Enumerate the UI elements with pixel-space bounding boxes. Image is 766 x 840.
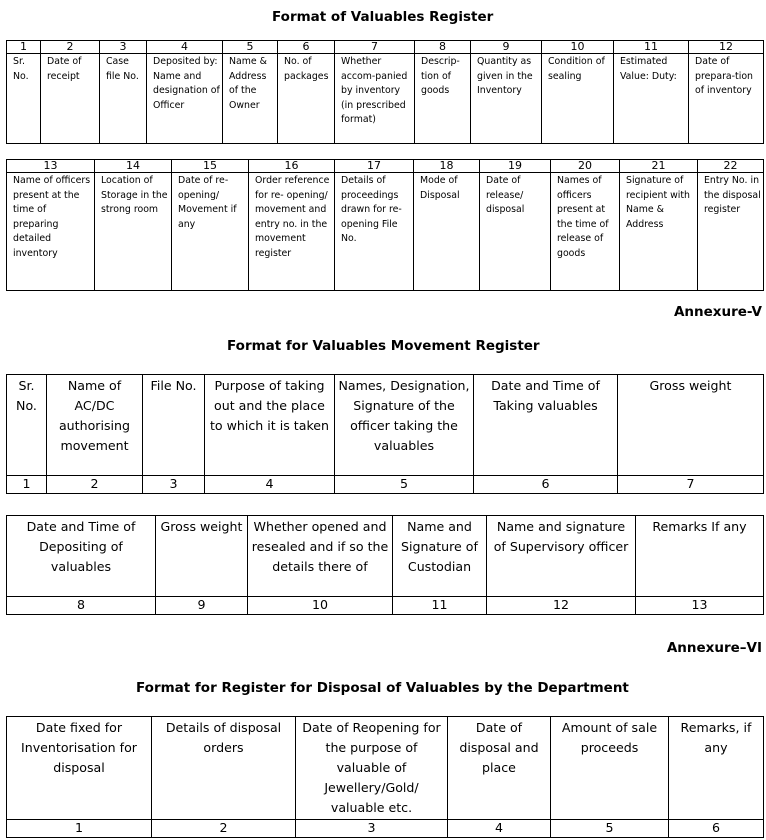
column-number: 21 — [620, 160, 698, 173]
column-header: Date and Time of Taking valuables — [474, 375, 618, 476]
column-number: 5 — [551, 820, 669, 838]
column-number: 9 — [156, 597, 248, 615]
column-number: 11 — [393, 597, 487, 615]
column-number: 1 — [7, 820, 152, 838]
column-header: Location of Storage in the strong room — [95, 173, 172, 291]
annexure-vi-label: Annexure–VI — [666, 640, 762, 656]
column-header: File No. — [143, 375, 205, 476]
column-number: 12 — [487, 597, 636, 615]
column-header: Signature of recipient with Name & Address — [620, 173, 698, 291]
column-number: 4 — [147, 41, 223, 54]
column-header: Name & Address of the Owner — [223, 54, 278, 144]
column-header: Sr. No. — [7, 54, 41, 144]
column-number: 13 — [636, 597, 764, 615]
column-number: 1 — [7, 476, 47, 494]
column-header: Deposited by: Name and designation of Officer — [147, 54, 223, 144]
column-number: 10 — [248, 597, 393, 615]
column-header: Mode of Disposal — [414, 173, 480, 291]
column-header: Date of re-opening/ Movement if any — [172, 173, 249, 291]
column-number: 2 — [47, 476, 143, 494]
column-header: Name of AC/DC authorising movement — [47, 375, 143, 476]
column-number: 10 — [542, 41, 614, 54]
column-header: Details of proceedings drawn for re-opening File No. — [335, 173, 414, 291]
column-number: 5 — [335, 476, 474, 494]
column-header: Purpose of taking out and the place to which it is taken — [205, 375, 335, 476]
column-header: Whether opened and resealed and if so the details there of — [248, 516, 393, 597]
column-header: Amount of sale proceeds — [551, 717, 669, 820]
column-header: Date of prepara-tion of inventory — [689, 54, 764, 144]
column-number: 13 — [7, 160, 95, 173]
column-number: 4 — [448, 820, 551, 838]
column-header: Date of release/ disposal — [480, 173, 551, 291]
column-number: 5 — [223, 41, 278, 54]
column-header: Order reference for re- opening/ movement and entry no. in the movement register — [249, 173, 335, 291]
column-number: 6 — [669, 820, 764, 838]
column-number: 2 — [152, 820, 296, 838]
disposal-register-title: Format for Register for Disposal of Valuables by the Department — [136, 680, 629, 696]
column-header: Name and Signature of Custodian — [393, 516, 487, 597]
column-header: Name of officers present at the time of preparing detailed inventory — [7, 173, 95, 291]
column-header: Remarks If any — [636, 516, 764, 597]
column-number: 2 — [41, 41, 100, 54]
column-number: 12 — [689, 41, 764, 54]
valuables-register-table-part1 — [6, 40, 764, 144]
column-header: Condition of sealing — [542, 54, 614, 144]
column-number: 3 — [100, 41, 147, 54]
column-header: Date and Time of Depositing of valuables — [7, 516, 156, 597]
column-header: Date of receipt — [41, 54, 100, 144]
column-number: 7 — [335, 41, 415, 54]
column-number: 14 — [95, 160, 172, 173]
column-header: Date of Reopening for the purpose of valuable of Jewellery/Gold/ valuable etc. — [296, 717, 448, 820]
column-number: 3 — [296, 820, 448, 838]
column-number: 17 — [335, 160, 414, 173]
movement-register-table-part2 — [6, 515, 764, 615]
valuables-register-title: Format of Valuables Register — [272, 9, 494, 25]
column-number: 3 — [143, 476, 205, 494]
valuables-register-table-part2 — [6, 159, 764, 291]
column-number: 22 — [698, 160, 764, 173]
column-header: Name and signature of Supervisory officer — [487, 516, 636, 597]
column-header: Gross weight — [156, 516, 248, 597]
column-header: No. of packages — [278, 54, 335, 144]
column-number: 6 — [278, 41, 335, 54]
column-header: Gross weight — [618, 375, 764, 476]
annexure-v-label: Annexure-V — [673, 304, 762, 320]
column-header: Quantity as given in the Inventory — [471, 54, 542, 144]
movement-register-table-part1 — [6, 374, 764, 494]
column-number: 7 — [618, 476, 764, 494]
column-header: Date fixed for Inventorisation for disposal — [7, 717, 152, 820]
column-number: 6 — [474, 476, 618, 494]
column-header: Details of disposal orders — [152, 717, 296, 820]
column-header: Descrip-tion of goods — [415, 54, 471, 144]
column-number: 4 — [205, 476, 335, 494]
column-number: 1 — [7, 41, 41, 54]
column-header: Estimated Value: Duty: — [614, 54, 689, 144]
disposal-register-table — [6, 716, 764, 838]
column-header: Names of officers present at the time of release of goods — [551, 173, 620, 291]
column-header: Whether accom-panied by inventory (in prescribed format) — [335, 54, 415, 144]
movement-register-title: Format for Valuables Movement Register — [227, 338, 540, 354]
column-number: 20 — [551, 160, 620, 173]
column-header: Sr. No. — [7, 375, 47, 476]
column-header: Remarks, if any — [669, 717, 764, 820]
column-number: 8 — [7, 597, 156, 615]
column-header: Names, Designation, Signature of the officer taking the valuables — [335, 375, 474, 476]
column-number: 15 — [172, 160, 249, 173]
column-number: 8 — [415, 41, 471, 54]
column-number: 18 — [414, 160, 480, 173]
column-number: 11 — [614, 41, 689, 54]
column-number: 16 — [249, 160, 335, 173]
column-header: Date of disposal and place — [448, 717, 551, 820]
column-header: Entry No. in the disposal register — [698, 173, 764, 291]
column-number: 9 — [471, 41, 542, 54]
column-header: Case file No. — [100, 54, 147, 144]
column-number: 19 — [480, 160, 551, 173]
